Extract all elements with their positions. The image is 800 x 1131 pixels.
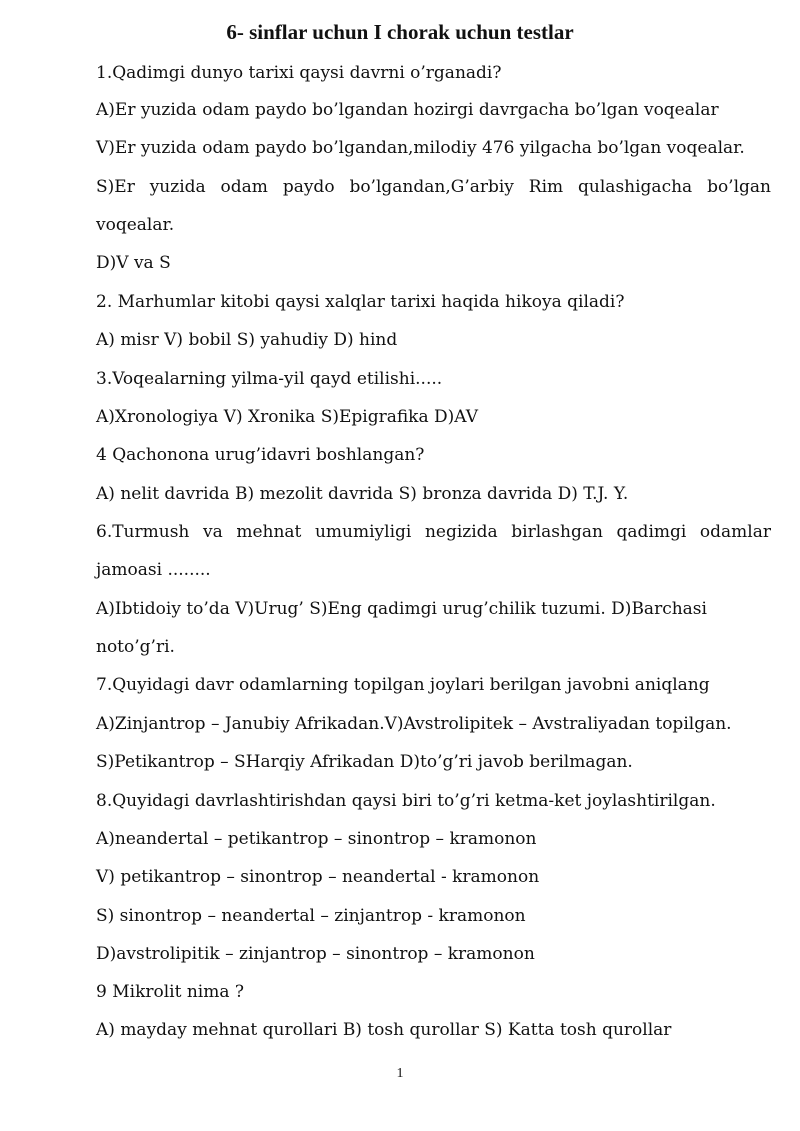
answers-6-cont: noto’g’ri.	[96, 637, 175, 657]
page-number: 1	[396, 1066, 404, 1081]
answer-8-a: A)neandertal – petikantrop – sinontrop – kramonon	[96, 829, 537, 849]
answer-1-a: A)Er yuzida odam paydo bo’lgandan hozirgi davrgacha bo’lgan voqealar	[96, 100, 719, 120]
answer-8-d: D)avstrolipitik – zinjantrop – sinontrop – kramonon	[96, 944, 535, 964]
document-title: 6- sinflar uchun I chorak uchun testlar	[226, 20, 574, 44]
question-1: 1.Qadimgi dunyo tarixi qaysi davrni o’rganadi?	[96, 63, 502, 83]
question-9: 9 Mikrolit nima ?	[96, 982, 244, 1002]
question-8: 8.Quyidagi davrlashtirishdan qaysi biri to’g’ri ketma-ket joylashtirilgan.	[96, 791, 716, 811]
answer-1-d: D)V va S	[96, 253, 171, 273]
answer-1-v: V)Er yuzida odam paydo bo’lgandan,milodiy 476 yilgacha bo’lgan voqealar.	[96, 138, 745, 158]
answers-3: A)Xronologiya V) Xronika S)Epigrafika D)AV	[96, 407, 478, 427]
question-3: 3.Voqealarning yilma-yil qayd etilishi.....	[96, 369, 443, 389]
question-6: 6.Turmush va mehnat umumiyligi negizida birlashgan qadimgi odamlar	[96, 522, 771, 542]
answers-4: A) nelit davrida B) mezolit davrida S) bronza davrida D) T.J. Y.	[96, 484, 629, 504]
answer-8-s: S) sinontrop – neandertal – zinjantrop - kramonon	[96, 906, 526, 926]
answer-1-s-cont: voqealar.	[96, 215, 175, 235]
answers-7-sd: S)Petikantrop – SHarqiy Afrikadan D)to’g’ri javob berilmagan.	[96, 752, 633, 772]
question-4: 4 Qachonona urug’idavri boshlangan?	[96, 445, 425, 465]
answers-2: A) misr V) bobil S) yahudiy D) hind	[96, 330, 398, 350]
question-6-cont: jamoasi ........	[96, 560, 211, 580]
question-7: 7.Quyidagi davr odamlarning topilgan joylari berilgan javobni aniqlang	[96, 675, 710, 695]
question-2: 2. Marhumlar kitobi qaysi xalqlar tarixi haqida hikoya qiladi?	[96, 292, 625, 312]
answers-7-ab: A)Zinjantrop – Janubiy Afrikadan.V)Avstrolipitek – Avstraliyadan topilgan.	[96, 714, 732, 734]
answer-1-s: S)Er yuzida odam paydo bo’lgandan,G’arbiy Rim qulashigacha bo’lgan	[96, 177, 771, 197]
answers-9: A) mayday mehnat qurollari B) tosh qurollar S) Katta tosh qurollar	[96, 1020, 672, 1040]
answer-8-v: V) petikantrop – sinontrop – neandertal - kramonon	[96, 867, 540, 887]
answers-6: A)Ibtidoiy to’da V)Urug’ S)Eng qadimgi urug’chilik tuzumi. D)Barchasi	[96, 599, 707, 619]
